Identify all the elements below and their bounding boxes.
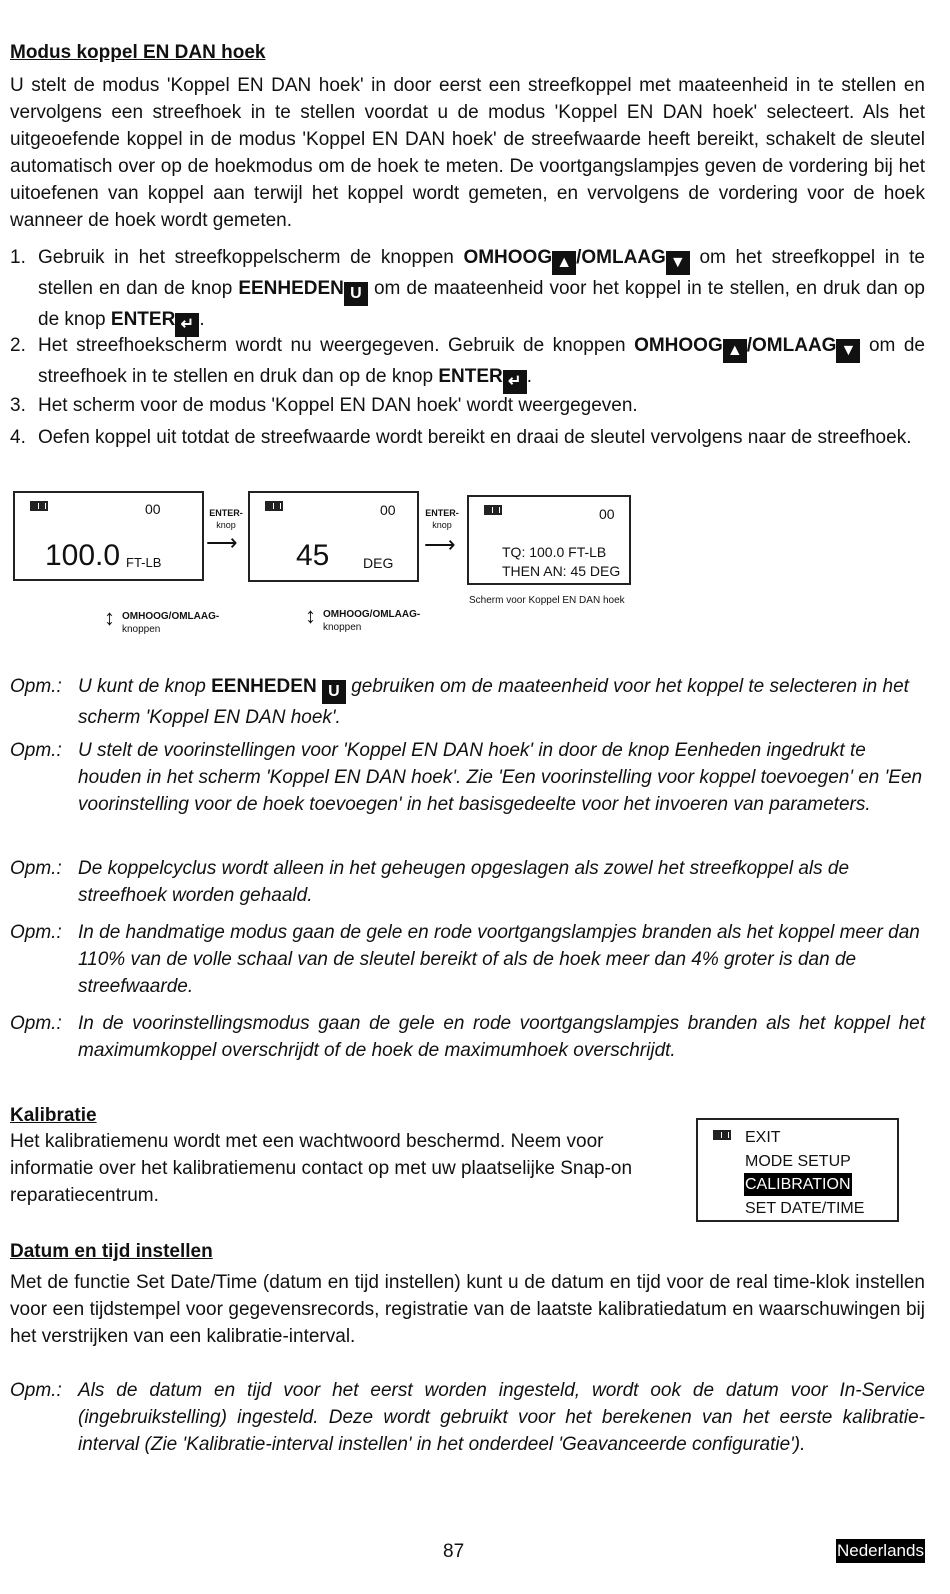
units-icon: U	[322, 680, 346, 704]
step-number: 2.	[10, 335, 26, 356]
step-text: om de streefhoek in te stellen en druk dan op de knop	[38, 335, 925, 387]
step-text: .	[526, 366, 533, 387]
battery-icon	[30, 501, 48, 511]
note-label: Opm.:	[10, 858, 62, 879]
enter-button-label	[206, 507, 246, 531]
note-1	[10, 673, 925, 731]
enter-button-label	[422, 507, 462, 531]
language-tab: Nederlands	[836, 1539, 925, 1563]
page-number: 87	[443, 1541, 465, 1562]
battery-icon	[713, 1130, 731, 1140]
step-text: .	[199, 309, 205, 330]
updown-label: knoppen	[122, 624, 161, 635]
updown-label: OMHOOG/OMLAAG-	[323, 609, 421, 620]
step-text: om het streefkoppel in te stellen en dan de knop	[38, 247, 926, 299]
note-label: Opm.:	[10, 922, 62, 943]
torque-screen	[13, 491, 204, 581]
calibration-text: Het kalibratiemenu wordt met een wachtwoord beschermd. Neem voor informatie over het kalibratiemenu contact op met uw plaatselijke Snap-on reparatiecentrum.	[10, 1131, 633, 1206]
note-text: Als de datum en tijd voor het eerst worden ingesteld, wordt ook de datum voor In-Service (ingebruikstelling) ingesteld. Deze wordt gebruikt voor het berekenen van het eerste kalibratie-interval (Zie 'Kalibratie-interval instellen' in het onderdeel 'Geavanceerde configuratie').	[78, 1380, 925, 1455]
step-text: Het scherm voor de modus 'Koppel EN DAN hoek' wordt weergegeven.	[38, 395, 638, 416]
enter-icon: ↵	[175, 313, 199, 337]
screen-value: 45	[296, 539, 330, 572]
screen-unit: DEG	[363, 555, 394, 571]
up-arrow-icon: ▲	[552, 251, 576, 275]
note-4	[10, 919, 925, 1000]
datetime-title: Datum en tijd instellen	[10, 1241, 213, 1262]
step-4	[10, 424, 925, 451]
button-name: OMHOOG	[634, 335, 723, 356]
step-number: 1.	[10, 247, 26, 268]
note-text: U kunt de knop	[78, 676, 212, 697]
step-1	[10, 244, 925, 337]
enter-label: ENTER-	[425, 508, 459, 518]
button-name: ENTER	[110, 309, 176, 330]
note-text: In de handmatige modus gaan de gele en rode voortgangslampjes branden als het koppel meer dan 110% van de volle schaal van de sleutel bereikt of als de hoek meer dan 4% groter is dan de streefwaarde.	[78, 922, 920, 997]
step-3	[10, 392, 925, 419]
menu-item-exit: EXIT	[745, 1129, 781, 1146]
down-arrow-icon: ▼	[836, 339, 860, 363]
step-2	[10, 332, 925, 394]
note-text: De koppelcyclus wordt alleen in het geheugen opgeslagen als zowel het streefkoppel als de streefhoek worden gehaald.	[78, 858, 850, 906]
screen-count: 00	[380, 502, 396, 518]
up-arrow-icon: ▲	[723, 339, 747, 363]
updown-label: knoppen	[323, 622, 362, 633]
calibration-menu-screen	[696, 1118, 899, 1222]
button-name: /OMLAAG	[576, 247, 666, 268]
calibration-title: Kalibratie	[10, 1105, 97, 1126]
intro-paragraph: U stelt de modus 'Koppel EN DAN hoek' in door eerst een streefkoppel met maateenheid in te stellen en vervolgens een streefhoek in te stellen voordat u de modus 'Koppel EN DAN hoek' selecteert. Als het uitgeoefende koppel in de modus 'Koppel EN DAN hoek' de streefwaarde heeft bereikt, schakelt de sleutel automatisch over op de hoekmodus om de hoek te meten. De voortgangslampjes geven de vordering bij het uitoefenen van koppel aan terwijl het koppel wordt gemeten, en vervolgens de vordering voor de hoek wanneer de hoek wordt gemeten.	[10, 75, 925, 231]
right-arrow-icon: ⟶	[206, 530, 238, 555]
right-arrow-icon: ⟶	[424, 532, 456, 557]
screen-unit: FT-LB	[126, 555, 162, 570]
note-text: gebruiken om de maateenheid voor het koppel te selecteren in het scherm 'Koppel EN DAN hoek'.	[78, 676, 909, 728]
units-icon: U	[344, 282, 368, 306]
screen-value: 100.0	[45, 539, 121, 572]
torque-then-angle-screen	[467, 495, 631, 585]
note-label: Opm.:	[10, 1380, 62, 1401]
screen-line: THEN AN: 45 DEG	[502, 563, 621, 579]
battery-icon	[484, 505, 502, 515]
down-arrow-icon: ▼	[666, 251, 690, 275]
section-title: Modus koppel EN DAN hoek	[10, 42, 266, 63]
menu-item-calibration-selected: CALIBRATION	[744, 1173, 852, 1196]
step-number: 3.	[10, 395, 26, 416]
note-5	[10, 1010, 925, 1064]
updown-button-label	[323, 608, 420, 634]
up-down-arrow-icon: ↕	[305, 603, 316, 628]
note-text: In de voorinstellingsmodus gaan de gele en rode voortgangslampjes branden als het koppel het maximumkoppel overschrijdt of de hoek de maximumhoek overschrijdt.	[78, 1013, 925, 1061]
note-label: Opm.:	[10, 676, 62, 697]
note-text: U stelt de voorinstellingen voor 'Koppel EN DAN hoek' in door de knop Eenheden ingedrukt te houden in het scherm 'Koppel EN DAN hoek'. Zie 'Een voorinstelling voor koppel toevoegen' en 'Een voorinstelling voor de hoek toevoegen' in het basisgedeelte voor het invoeren van parameters.	[78, 740, 923, 815]
datetime-text: Met de functie Set Date/Time (datum en tijd instellen) kunt u de datum en tijd voor de real time-klok instellen voor een tijdstempel voor gegevensrecords, registratie van de laatste kalibratiedatum en waarschuwingen bij het verstrijken van een kalibratie-interval.	[10, 1272, 925, 1347]
step-number: 4.	[10, 427, 26, 448]
datetime-note	[10, 1377, 925, 1458]
button-name: EENHEDEN	[238, 278, 344, 299]
step-text: Gebruik in het streefkoppelscherm de knoppen	[38, 247, 464, 268]
step-text: Oefen koppel uit totdat de streefwaarde wordt bereikt en draai de sleutel vervolgens naar de streefhoek.	[38, 427, 912, 448]
updown-button-label	[122, 610, 219, 636]
step-text: Het streefhoekscherm wordt nu weergegeven. Gebruik de knoppen	[38, 335, 635, 356]
menu-item-mode-setup: MODE SETUP	[745, 1153, 851, 1170]
screen-line: TQ: 100.0 FT-LB	[502, 544, 607, 560]
battery-icon	[265, 501, 283, 511]
button-name: OMHOOG	[463, 247, 553, 268]
button-name: EENHEDEN	[211, 676, 317, 697]
note-label: Opm.:	[10, 740, 62, 761]
up-down-arrow-icon: ↕	[104, 605, 115, 630]
note-3	[10, 855, 925, 909]
screen-caption: Scherm voor Koppel EN DAN hoek	[469, 595, 625, 606]
step-text: om de maateenheid voor het koppel in te stellen, en druk dan op de knop	[38, 278, 925, 330]
enter-label: ENTER-	[209, 508, 243, 518]
enter-icon: ↵	[503, 370, 527, 394]
menu-item-set-date-time: SET DATE/TIME	[745, 1200, 865, 1217]
note-2	[10, 737, 925, 818]
screen-count: 00	[145, 501, 161, 517]
button-name: /OMLAAG	[746, 335, 837, 356]
button-name: ENTER	[438, 366, 503, 387]
note-label: Opm.:	[10, 1013, 62, 1034]
angle-screen	[248, 491, 419, 582]
updown-label: OMHOOG/OMLAAG-	[122, 611, 220, 622]
enter-label: knop	[432, 520, 452, 530]
screen-count: 00	[599, 506, 615, 522]
enter-label: knop	[216, 520, 236, 530]
